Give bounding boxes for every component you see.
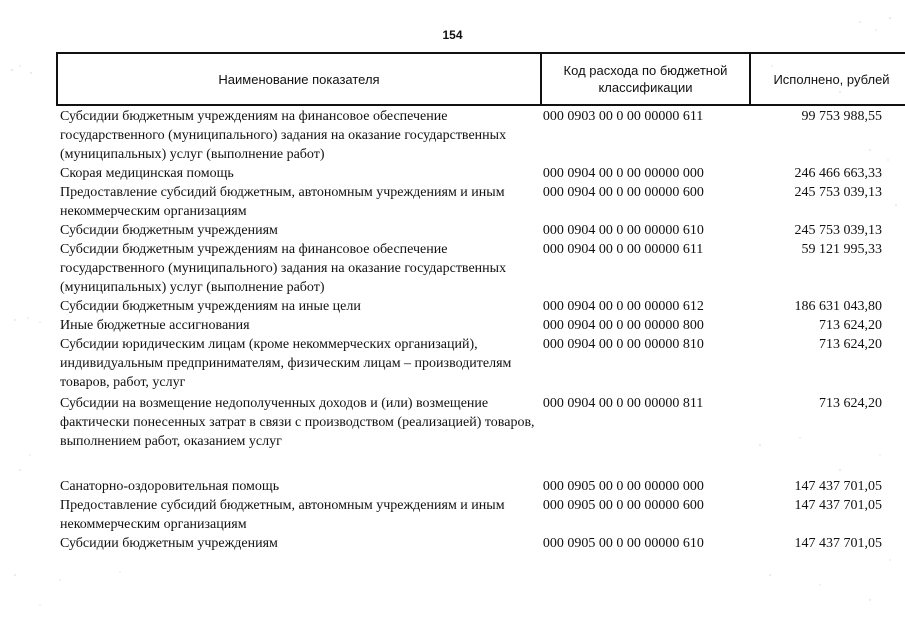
row-code: 000 0903 00 0 00 00000 611 [542,109,704,124]
row-name: Субсидии бюджетным учреждениям на иные цели [60,299,361,314]
row-amount: 186 631 043,80 [794,299,882,314]
table-row [58,221,882,240]
row-name: Предоставление субсидий бюджетным, автономным учреждениям и иным некоммерческим организациям [60,185,505,219]
row-name: Санаторно-оздоровительная помощь [60,479,280,494]
table-row [58,297,882,316]
row-name: Субсидии бюджетным учреждениям на финансовое обеспечение государственного (муниципального) задания на оказание государственных (муниципальных) услуг (выполнение работ) [60,242,507,295]
table-row [58,164,882,183]
table-row [58,534,882,553]
row-name: Субсидии юридическим лицам (кроме некоммерческих организаций), индивидуальным предпринимателям, физическим лицам – производителям товаров, работ, услуг [60,337,512,390]
row-code: 000 0905 00 0 00 00000 000 [542,479,704,494]
table-body [58,107,882,553]
row-code: 000 0904 00 0 00 00000 612 [542,299,704,314]
row-code: 000 0904 00 0 00 00000 800 [542,318,704,333]
row-amount: 59 121 995,33 [801,242,882,257]
row-name: Предоставление субсидий бюджетным, автономным учреждениям и иным некоммерческим организациям [60,498,505,532]
row-amount: 245 753 039,13 [794,185,882,200]
table-row [58,477,882,496]
header-code-cell: Код расхода по бюджетной классификации [541,53,750,105]
row-code: 000 0904 00 0 00 00000 600 [542,185,704,200]
page-number: 154 [442,28,463,42]
row-name: Субсидии бюджетным учреждениям на финансовое обеспечение государственного (муниципального) задания на оказание государственных (муниципальных) услуг (выполнение работ) [60,109,507,162]
row-amount: 713 624,20 [819,396,882,411]
row-name: Иные бюджетные ассигнования [60,318,250,333]
table-row [58,394,882,477]
table-row [58,183,882,221]
table-header [56,52,905,106]
row-code: 000 0904 00 0 00 00000 610 [542,223,704,238]
row-name: Субсидии бюджетным учреждениям [60,223,278,238]
row-amount: 147 437 701,05 [794,536,882,551]
row-code: 000 0904 00 0 00 00000 810 [542,337,704,352]
table-header-row [57,53,905,105]
row-amount: 147 437 701,05 [794,498,882,513]
row-code: 000 0905 00 0 00 00000 610 [542,536,704,551]
header-name-cell: Наименование показателя [57,53,541,105]
row-name: Субсидии бюджетным учреждениям [60,536,278,551]
table-row [58,316,882,335]
row-amount: 147 437 701,05 [794,479,882,494]
row-amount: 246 466 663,33 [794,166,882,181]
row-name: Скорая медицинская помощь [60,166,234,181]
header-amount-cell: Исполнено, рублей [750,53,905,105]
table-row [58,107,882,164]
row-name: Субсидии на возмещение недополученных доходов и (или) возмещение фактически понесенных затрат в связи с производством (реализацией) товаров, выполнением работ, оказанием услуг [60,396,535,449]
row-code: 000 0905 00 0 00 00000 600 [542,498,704,513]
row-code: 000 0904 00 0 00 00000 611 [542,242,704,257]
row-amount: 245 753 039,13 [794,223,882,238]
row-code: 000 0904 00 0 00 00000 000 [542,166,704,181]
table-row [58,240,882,297]
row-amount: 713 624,20 [819,318,882,333]
table-row [58,496,882,534]
row-amount: 713 624,20 [819,337,882,352]
row-amount: 99 753 988,55 [801,109,882,124]
row-code: 000 0904 00 0 00 00000 811 [542,396,704,411]
table-row [58,335,882,394]
